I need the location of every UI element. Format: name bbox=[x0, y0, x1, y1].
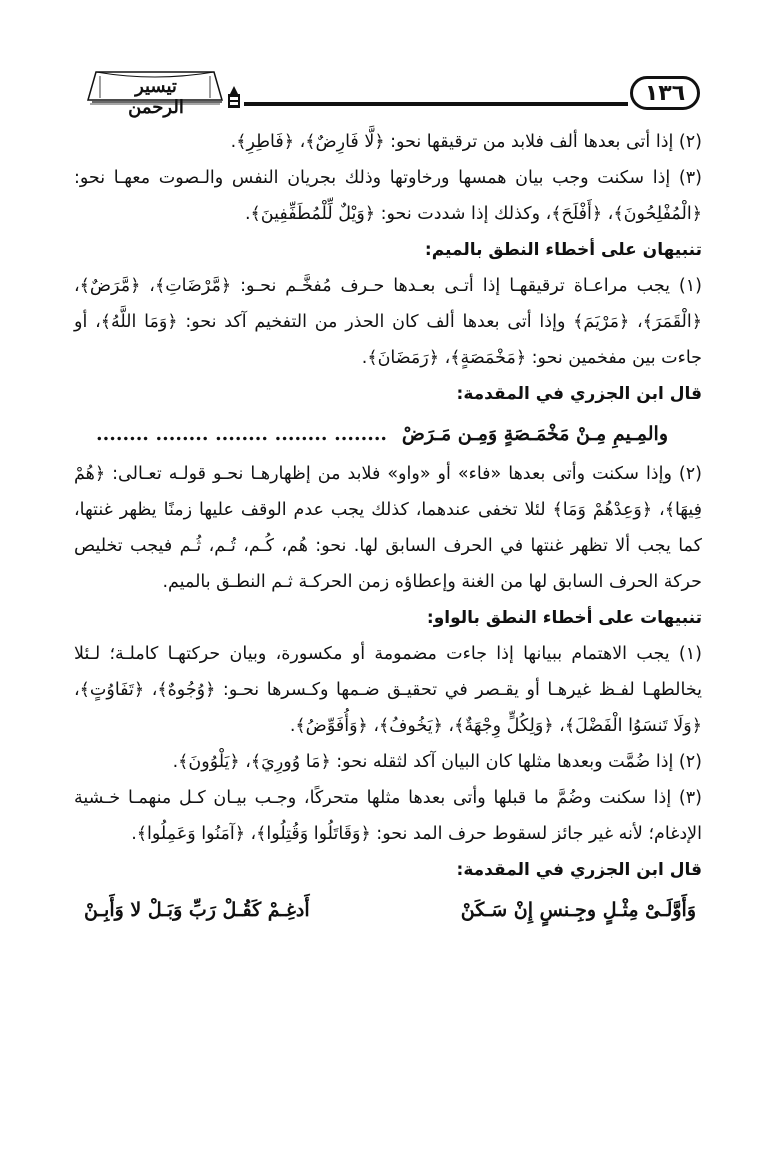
book-title: تيسير الرحمن bbox=[128, 76, 184, 118]
header-rule bbox=[244, 102, 628, 106]
verse-left-hemistich: ........ ........ ........ ........ ........ bbox=[96, 423, 388, 445]
paragraph: (٢) إذا ضُمَّت وبعدها مثلها كان البيان آكد لثقله نحو: ﴿مَا وُورِيَ﴾، ﴿يَلْوُونَ﴾. bbox=[172, 752, 702, 772]
page-number: ١٣٦ bbox=[630, 76, 700, 110]
paragraph: (٢) وإذا سكنت وأتى بعدها «فاء» أو «واو» فلابد من إظهارهـا نحـو قولـه تعـالى: ﴿هُمْ فِيهَا﴾، ﴿وَعِدْهُمْ وَمَا﴾ لئلا تخفى عندهما، كذلك يجب عدم الوقف عليها زمنًا يظهر غنتها، كما يجب ألا تظهر غنتها في الحرف السابق لها. نحو: هُم، كُـم، تُـم، ثُـم فيجب تخليص حركة الحرف السابق لها من الغنة وإعطاؤه زمن الحركـة ثـم النطـق بالميم. bbox=[74, 464, 702, 592]
paragraph: (٢) إذا أتى بعدها ألف فلابد من ترقيقها نحو: ﴿لَّا فَارِضٌ﴾، ﴿فَاطِرِ﴾. bbox=[230, 132, 702, 152]
quote-heading: قال ابن الجزري في المقدمة: bbox=[456, 860, 702, 880]
section-heading: تنبيهات على أخطاء النطق بالواو: bbox=[426, 608, 702, 628]
section-heading: تنبيهان على أخطاء النطق بالميم: bbox=[424, 240, 702, 260]
paragraph: (١) يجب مراعـاة ترقيقهـا إذا أتـى بعـدها حـرف مُفخَّـم نحـو: ﴿مَّرْضَاتِ﴾، ﴿مَّرَضٌ﴾، ﴿الْقَمَرَ﴾، ﴿مَرْيَمَ﴾ وإذا أتى بعدها ألف كان الحذر من التفخيم آكد نحو: ﴿وَمَا اللَّهُ﴾، أو جاءت بين مفخمين نحو: ﴿مَخْمَصَةٍ﴾، ﴿رَمَضَانَ﴾. bbox=[74, 276, 702, 368]
quote-heading: قال ابن الجزري في المقدمة: bbox=[456, 384, 702, 404]
verse-right-hemistich: والمِـيمِ مِـنْ مَخْمَـصَةٍ وَمِـن مَـرَضْ bbox=[401, 423, 668, 445]
poem-verse bbox=[74, 412, 702, 456]
poem-verse bbox=[74, 888, 702, 932]
page-header bbox=[72, 56, 704, 118]
verse-right-hemistich: وَأَوَّلَـىْ مِثْـلٍ وجِـنسٍ إِنْ سَـكَنْ bbox=[460, 899, 696, 921]
paragraph: (١) يجب الاهتمام ببيانها إذا جاءت مضمومة أو مكسورة، وبيان حركتهـا كاملـة؛ لـئلا يخالطهـا لفـظ غيرهـا أو يقـصر في تحقيـق ضـمها وكـسرها نحـو: ﴿وُجُوهٌ﴾، ﴿تَفَاوُتٍ﴾، ﴿وَلَا تَنسَوُا الْفَضْلَ﴾، ﴿وَلِكُلٍّ وِجْهَةٌ﴾، ﴿يَخُوفُ﴾، ﴿وَأُفَوِّضُ﴾. bbox=[74, 644, 702, 736]
page-content bbox=[74, 124, 702, 932]
paragraph: (٣) إذا سكنت وضُمَّ ما قبلها وأتى بعدها مثلها متحركًا، وجـب بيـان كـل منهمـا خـشية الإدغام؛ لأنه غير جائز لسقوط حرف المد نحو: ﴿وَقَاتَلُوا وَقُتِلُوا﴾، ﴿آمَنُوا وَعَمِلُوا﴾. bbox=[74, 788, 702, 844]
verse-left-hemistich: أَدغِـمْ كَقُـلْ رَبِّ وَبَـلْ لا وَأَبِـنْ bbox=[84, 899, 310, 921]
lamp-ornament-icon bbox=[224, 86, 244, 110]
paragraph: (٣) إذا سكنت وجب بيان همسها ورخاوتها وذلك بجريان النفس والـصوت معهـا نحو: ﴿الْمُفْلِحُونَ﴾، ﴿أَفْلَحَ﴾، وكذلك إذا شددت نحو: ﴿وَيْلٌ لِّلْمُطَفِّفِينَ﴾. bbox=[74, 168, 702, 224]
